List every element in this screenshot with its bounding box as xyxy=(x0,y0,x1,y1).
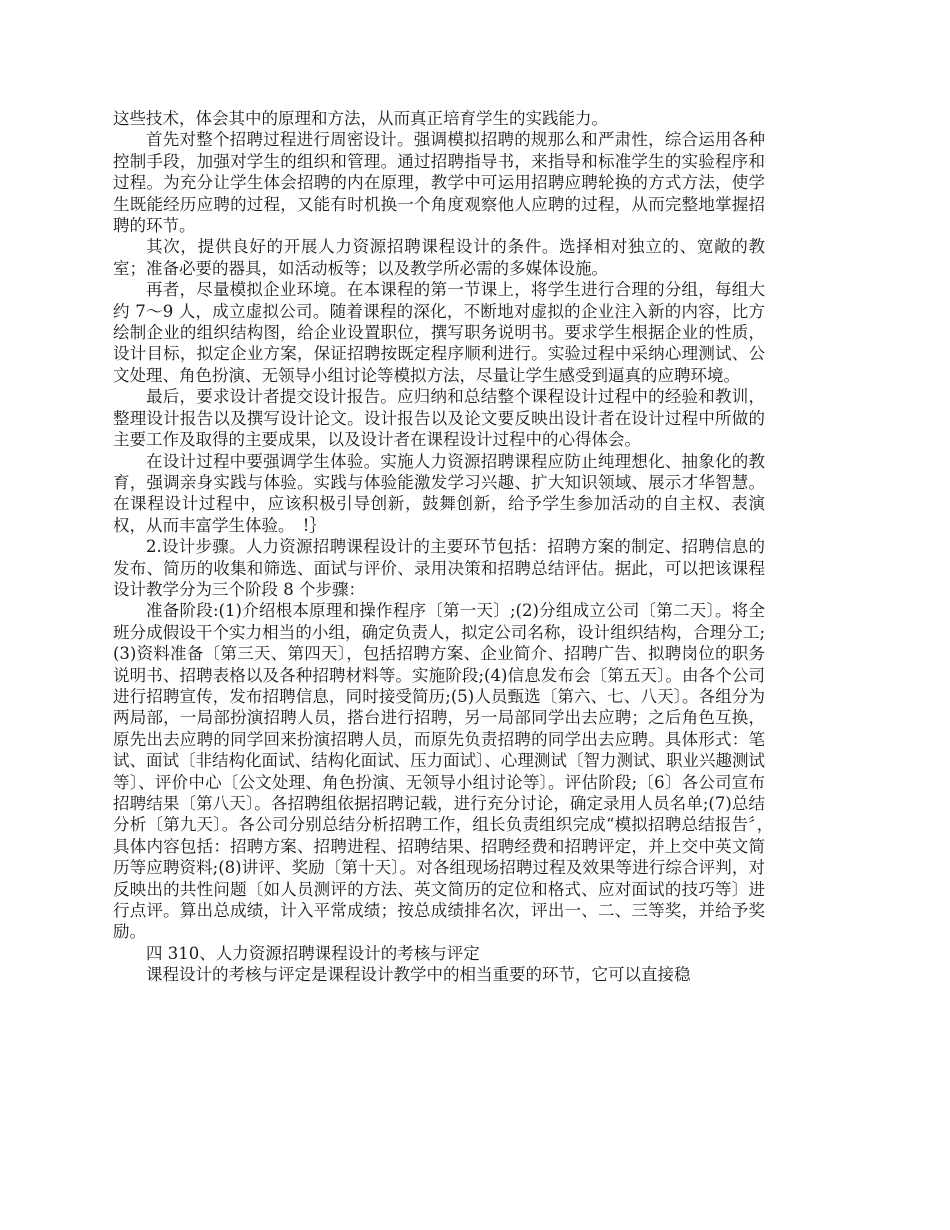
paragraph-student-experience: 在设计过程中要强调学生体验。实施人力资源招聘课程应防止纯理想化、抽象化的教育，强调亲身实践与体验。实践与体验能激发学习兴趣、扩大知识领域、展示才华智慧。在课程设计过程中，应该积极引导创新，鼓舞创新，给予学生参加活动的自主权、表演权，从而丰富学生体验。 !｝ xyxy=(113,451,765,535)
paragraph-design-steps: 2.设计步骤。人力资源招聘课程设计的主要环节包括：招聘方案的制定、招聘信息的发布、简历的收集和筛选、面试与评价、录用决策和招聘总结评估。据此，可以把该课程设计教学分为三个阶段 8 个步骤： xyxy=(113,537,765,599)
paragraph-design-report: 最后，要求设计者提交设计报告。应归纳和总结整个课程设计过程中的经验和教训，整理设计报告以及撰写设计论文。设计报告以及论文要反映出设计者在设计过程中所做的主要工作及取得的主要成果，以及设计者在课程设计过程中的心得体会。 xyxy=(113,387,765,450)
paragraph-assessment: 课程设计的考核与评定是课程设计教学中的相当重要的环节，它可以直接稳 xyxy=(146,965,691,985)
document-body xyxy=(113,108,782,986)
paragraph-conditions: 其次，提供良好的开展人力资源招聘课程设计的条件。选择相对独立的、宽敞的教室；准备必要的器具，如活动板等；以及教学所必需的多媒体设施。 xyxy=(113,237,765,278)
paragraph-first-design: 首先对整个招聘过程进行周密设计。强调模拟招聘的规那么和严肃性，综合运用各种控制手段，加强对学生的组织和管理。通过招聘指导书，来指导和标准学生的实验程序和过程。为充分让学生体会招聘的内在原理，教学中可运用招聘应聘轮换的方式方法，使学生既能经历应聘的过程，又能有时机换一个角度观察他人应聘的过程，从而完整地掌握招聘的环节。 xyxy=(113,130,765,236)
paragraph-simulate-environment: 再者，尽量模拟企业环境。在本课程的第一节课上，将学生进行合理的分组，每组大约 7～9 人，成立虚拟公司。随着课程的深化，不断地对虚拟的企业注入新的内容，比方绘制企业的组织结构图，给企业设置职位，撰写职务说明书。要求学生根据企业的性质，设计目标，拟定企业方案，保证招聘按既定程序顺利进行。实验过程中采纳心理测试、公文处理、角色扮演、无领导小组讨论等模拟方法，尽量让学生感受到逼真的应聘环境。 xyxy=(113,280,765,385)
section-heading-assessment: 四 310、人力资源招聘课程设计的考核与评定 xyxy=(146,943,480,963)
paragraph-continuation: 这些技术，体会其中的原理和方法，从而真正培育学生的实践能力。 xyxy=(113,109,608,128)
paragraph-stage-details: 准备阶段:(1)介绍根本原理和操作程序〔第一天〕;(2)分组成立公司〔第二天〕。将全班分成假设干个实力相当的小组，确定负责人，拟定公司名称，设计组织结构，合理分工;(3)资料准备〔第三天、第四天〕，包括招聘方案、企业简介、招聘广告、拟聘岗位的职务说明书、招聘表格以及各种招聘材料等。实施阶段;(4)信息发布会〔第五天〕。由各个公司进行招聘宣传，发布招聘信息，同时接受简历;(5)人员甄选〔第六、七、八天〕。各组分为两局部，一局部扮演招聘人员，搭台进行招聘，另一局部同学出去应聘；之后角色互换，原先出去应聘的同学回来扮演招聘人员，而原先负责招聘的同学出去应聘。具体形式：笔试、面试〔非结构化面试、结构化面试、压力面试〕、心理测试〔智力测试、职业兴趣测试等〕、评价中心〔公文处理、角色扮演、无领导小组讨论等〕。评估阶段;〔6〕各公司宣布招聘结果〔第八天〕。各招聘组依据招聘记载，进行充分讨论，确定录用人员名单;(7)总结分析〔第九天〕。各公司分别总结分析招聘工作，组长负责组织完成“模拟招聘总结报告〞， 具体内容包括：招聘方案、招聘进程、招聘结果、招聘经费和招聘评定，并上交中英文简历等应聘资料;(8)讲评、奖励〔第十天〕。对各组现场招聘过程及效果等进行综合评判，对反映出的共性问题〔如人员测评的方法、英文简历的定位和格式、应对面试的技巧等〕进行点评。算出总成绩，计入平常成绩；按总成绩排名次，评出一、二、三等奖，并给予奖励。 xyxy=(113,601,782,942)
